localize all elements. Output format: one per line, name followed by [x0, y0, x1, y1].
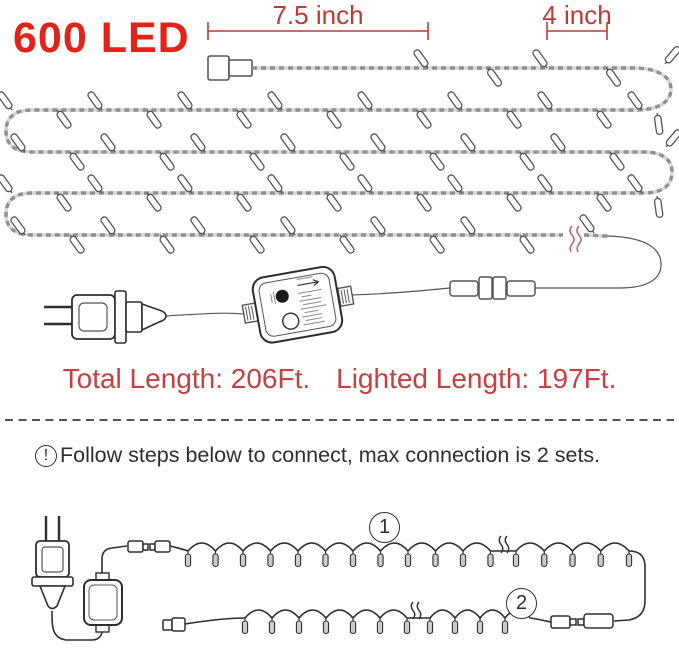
- string-lights-coil: [0, 45, 679, 254]
- step-2-badge: 2: [506, 588, 537, 619]
- plug-to-controller-wire: [166, 313, 244, 316]
- string2-end-wire: [530, 618, 551, 622]
- controller-box: [238, 263, 358, 347]
- lighted-length-label: Lighted Length: 197Ft.: [336, 363, 617, 394]
- step1-connector-pair: [128, 541, 170, 552]
- break-mark-string2: [411, 602, 421, 619]
- lead-length-label: 7.5 inch: [272, 0, 364, 30]
- tail-wire: [535, 236, 661, 288]
- string2-lead-wire: [185, 618, 245, 624]
- step1-adapter: [84, 546, 127, 632]
- step1-lead-wire: [170, 546, 188, 551]
- string2-start-connector: [163, 618, 245, 631]
- alert-icon: !: [35, 445, 57, 467]
- power-plug: [44, 291, 166, 343]
- connection-note: [35, 443, 600, 468]
- led-count-label: 600 LED: [13, 14, 190, 62]
- note-text: Follow steps below to connect, max connection is 2 sets.: [60, 443, 601, 467]
- length-summary: [0, 363, 679, 395]
- bulb-spacing-label: 4 inch: [542, 0, 612, 30]
- set-connectors: [530, 614, 613, 628]
- step-1-badge: 1: [369, 512, 400, 543]
- inline-connector: [450, 277, 535, 299]
- break-mark-coil: [570, 226, 581, 252]
- connector-to-controller-wire: [351, 288, 450, 295]
- lead-connector: [208, 56, 252, 80]
- total-length-label: Total Length: 206Ft.: [62, 363, 311, 394]
